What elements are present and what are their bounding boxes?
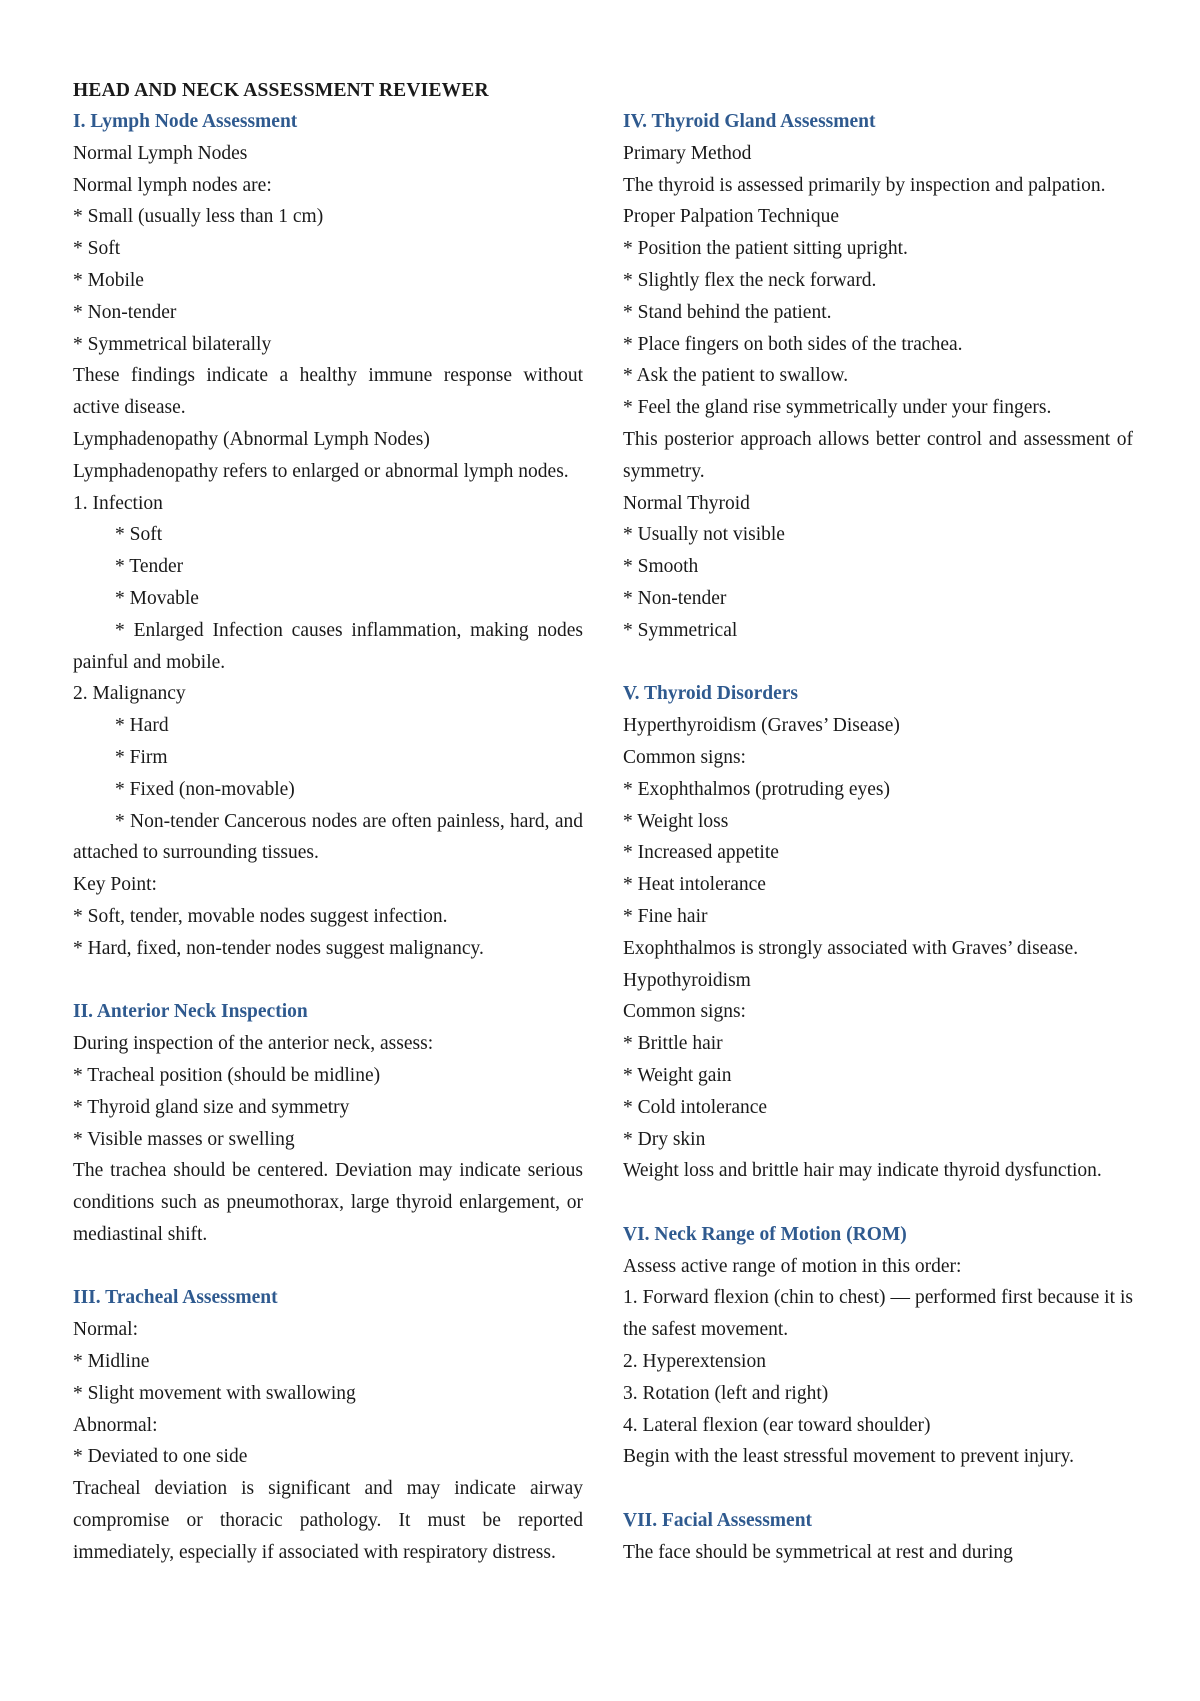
text-line: * Symmetrical bilaterally <box>73 333 272 355</box>
paragraph: The face should be symmetrical at rest and during <box>623 1541 1013 1563</box>
text-line: * Stand behind the patient. <box>623 301 832 323</box>
text-line: 1. Infection <box>73 492 163 514</box>
text-line: * Soft <box>73 238 121 260</box>
indented-list-item: * Fixed (non-movable) <box>115 778 295 800</box>
paragraph: The thyroid is assessed primarily by inspection and palpation. <box>623 174 1106 196</box>
text-line: * Heat intolerance <box>623 874 766 896</box>
section-heading: III. Tracheal Assessment <box>73 1287 278 1309</box>
text-line: * Smooth <box>623 556 699 578</box>
text-line: * Midline <box>73 1351 150 1373</box>
section-heading: VII. Facial Assessment <box>623 1510 813 1532</box>
paragraph: This posterior approach allows better control and assessment of symmetry. <box>623 428 1133 482</box>
text-line: * Feel the gland rise symmetrically under your fingers. <box>623 397 1052 419</box>
text-line: 4. Lateral flexion (ear toward shoulder) <box>623 1414 931 1436</box>
text-line: Exophthalmos is strongly associated with Graves’ disease. <box>623 937 1079 959</box>
text-line: * Non-tender <box>73 301 177 323</box>
section-heading: V. Thyroid Disorders <box>623 683 798 705</box>
spacer <box>623 1473 1133 1505</box>
text-line: Normal Thyroid <box>623 492 750 514</box>
text-line: Normal lymph nodes are: <box>73 174 272 196</box>
text-line: * Fine hair <box>623 905 708 927</box>
spacer <box>73 965 583 997</box>
text-line: * Slightly flex the neck forward. <box>623 269 877 291</box>
paragraph: 1. Forward flexion (chin to chest) — performed first because it is the safest movement. <box>623 1287 1133 1341</box>
paragraph: Lymphadenopathy refers to enlarged or abnormal lymph nodes. <box>73 460 569 482</box>
text-line: * Non-tender <box>623 587 727 609</box>
paragraph: Weight loss and brittle hair may indicate thyroid dysfunction. <box>623 1160 1102 1182</box>
text-line: * Slight movement with swallowing <box>73 1382 356 1404</box>
indented-paragraph: * Non-tender Cancerous nodes are often painless, hard, and attached to surrounding tissues. <box>73 810 583 864</box>
text-line: * Place fingers on both sides of the trachea. <box>623 333 963 355</box>
text-line: Key Point: <box>73 874 157 896</box>
text-line: * Brittle hair <box>623 1033 723 1055</box>
text-line: * Small (usually less than 1 cm) <box>73 206 324 228</box>
section-heading: II. Anterior Neck Inspection <box>73 1001 308 1023</box>
spacer <box>73 1251 583 1283</box>
text-line: 2. Malignancy <box>73 683 186 705</box>
text-line: * Mobile <box>73 269 144 291</box>
text-line: * Hard, fixed, non-tender nodes suggest malignancy. <box>73 937 484 959</box>
section-heading: I. Lymph Node Assessment <box>73 111 298 132</box>
right-column <box>623 106 1133 1569</box>
text-line: Hyperthyroidism (Graves’ Disease) <box>623 715 900 737</box>
text-line: 3. Rotation (left and right) <box>623 1382 829 1404</box>
text-line: Normal Lymph Nodes <box>73 142 248 164</box>
text-line: * Thyroid gland size and symmetry <box>73 1096 350 1118</box>
text-line: * Dry skin <box>623 1128 706 1150</box>
text-line: * Exophthalmos (protruding eyes) <box>623 778 890 800</box>
text-line: * Weight loss <box>623 810 729 832</box>
indented-list-item: * Soft <box>115 524 163 546</box>
indented-list-item: * Firm <box>115 746 168 768</box>
section-heading: IV. Thyroid Gland Assessment <box>623 111 876 132</box>
text-line: * Usually not visible <box>623 524 785 546</box>
spacer <box>623 1187 1133 1219</box>
text-line: During inspection of the anterior neck, assess: <box>73 1033 434 1055</box>
text-line: * Position the patient sitting upright. <box>623 238 908 260</box>
indented-list-item: * Tender <box>115 556 184 578</box>
text-line: Primary Method <box>623 142 752 164</box>
document-title: HEAD AND NECK ASSESSMENT REVIEWER <box>73 80 489 101</box>
text-line: * Visible masses or swelling <box>73 1128 295 1150</box>
text-line: * Ask the patient to swallow. <box>623 365 849 387</box>
text-line: * Symmetrical <box>623 619 738 641</box>
spacer <box>623 647 1133 679</box>
text-line: * Tracheal position (should be midline) <box>73 1064 381 1086</box>
text-line: Normal: <box>73 1319 138 1341</box>
paragraph: The trachea should be centered. Deviation may indicate serious conditions such as pneumothorax, large thyroid enlargement, or mediastinal shift. <box>73 1160 583 1245</box>
section-heading: VI. Neck Range of Motion (ROM) <box>623 1223 907 1245</box>
text-line: * Weight gain <box>623 1064 732 1086</box>
text-line: Assess active range of motion in this order: <box>623 1255 962 1277</box>
text-line: * Soft, tender, movable nodes suggest infection. <box>73 905 448 927</box>
text-line: * Cold intolerance <box>623 1096 768 1118</box>
text-line: * Increased appetite <box>623 842 779 864</box>
text-line: Lymphadenopathy (Abnormal Lymph Nodes) <box>73 428 430 450</box>
paragraph: Tracheal deviation is significant and may indicate airway compromise or thoracic pathology. It must be reported immediately, especially if associated with respiratory distress. <box>73 1478 583 1563</box>
text-line: Proper Palpation Technique <box>623 206 839 228</box>
text-line: Common signs: <box>623 1001 746 1023</box>
left-column <box>73 106 583 1569</box>
indented-list-item: * Hard <box>115 715 169 737</box>
text-line: Begin with the least stressful movement to prevent injury. <box>623 1446 1074 1468</box>
indented-list-item: * Movable <box>115 587 199 609</box>
text-line: 2. Hyperextension <box>623 1351 766 1373</box>
text-line: Hypothyroidism <box>623 969 751 991</box>
text-line: Abnormal: <box>73 1414 158 1436</box>
indented-paragraph: * Enlarged Infection causes inflammation, making nodes painful and mobile. <box>73 619 583 673</box>
text-line: Common signs: <box>623 746 746 768</box>
text-line: * Deviated to one side <box>73 1446 248 1468</box>
paragraph: These findings indicate a healthy immune response without active disease. <box>73 365 583 419</box>
